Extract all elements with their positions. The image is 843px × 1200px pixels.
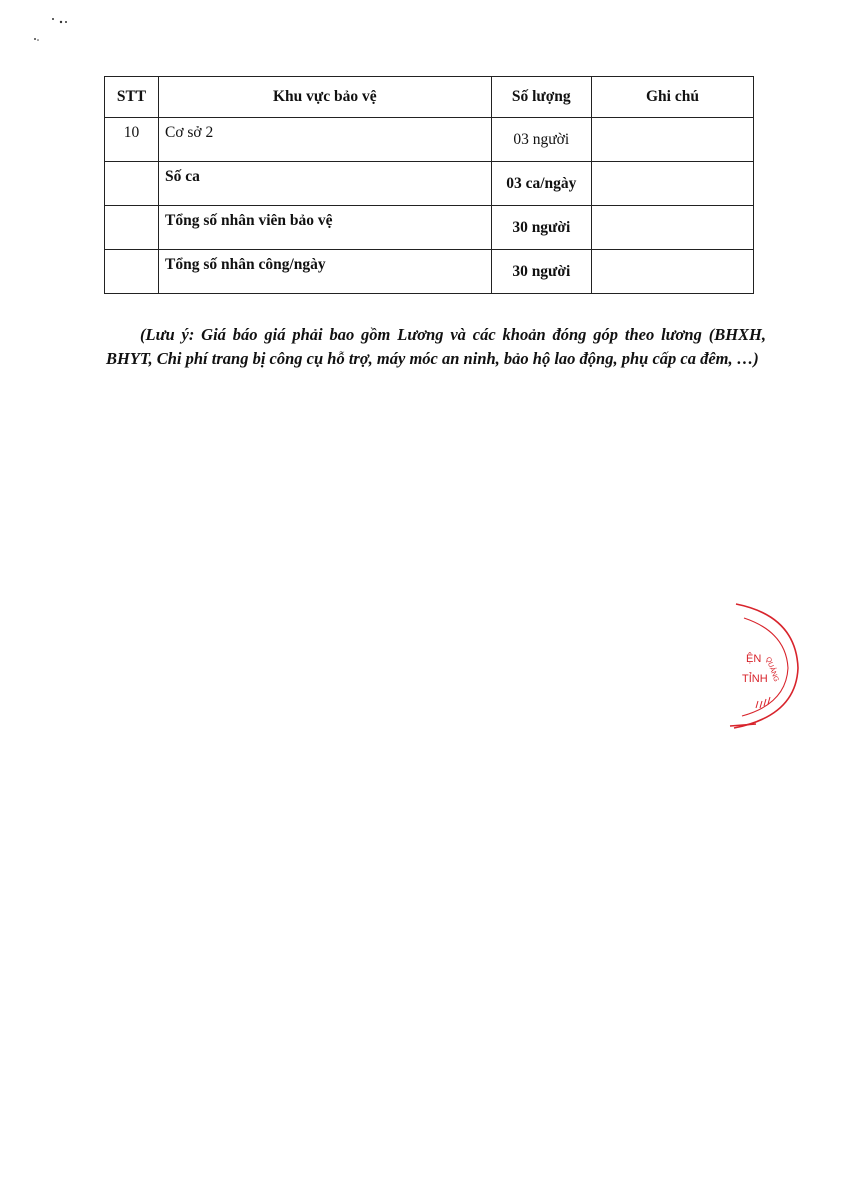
- cell-note: [592, 118, 754, 162]
- cell-note: [592, 250, 754, 294]
- table-row: [105, 162, 754, 206]
- cell-area: Số ca: [158, 162, 491, 206]
- stamp-text-2: TỈNH: [742, 673, 768, 685]
- table-row: [105, 118, 754, 162]
- guard-table-container: [104, 76, 756, 294]
- cell-stt: [105, 206, 159, 250]
- stamp-arc-text: QUẢNG: [764, 656, 780, 683]
- table-header-row: [105, 77, 754, 118]
- header-area: Khu vực bảo vệ: [158, 77, 491, 118]
- cell-area: Tổng số nhân viên bảo vệ: [158, 206, 491, 250]
- stamp-tail-line: [730, 724, 756, 726]
- header-quantity: Số lượng: [491, 77, 591, 118]
- stamp-text-1: ỆN: [746, 653, 762, 665]
- header-stt: STT: [105, 77, 159, 118]
- cell-quantity: 03 ca/ngày: [491, 162, 591, 206]
- table-row: [105, 250, 754, 294]
- header-note: Ghi chú: [592, 77, 754, 118]
- cell-note: [592, 206, 754, 250]
- red-seal-stamp: [726, 598, 806, 736]
- cell-stt: 10: [105, 118, 159, 162]
- cell-stt: [105, 250, 159, 294]
- cell-quantity: 03 người: [491, 118, 591, 162]
- cell-area: Tổng số nhân công/ngày: [158, 250, 491, 294]
- table-row: [105, 206, 754, 250]
- stamp-rings: [730, 604, 798, 728]
- note-paragraph: (Lưu ý: Giá báo giá phải bao gồm Lương và các khoản đóng góp theo lương (BHXH, BHYT, Chi phí trang bị công cụ hỗ trợ, máy móc an ninh, bảo hộ lao động, phụ cấp ca đêm, …): [106, 324, 766, 368]
- scan-specks: [30, 14, 80, 44]
- cell-note: [592, 162, 754, 206]
- cell-area: Cơ sở 2: [158, 118, 491, 162]
- cell-stt: [105, 162, 159, 206]
- cell-quantity: 30 người: [491, 206, 591, 250]
- stamp-hatch: [756, 697, 770, 708]
- cell-quantity: 30 người: [491, 250, 591, 294]
- guard-table: [104, 76, 754, 294]
